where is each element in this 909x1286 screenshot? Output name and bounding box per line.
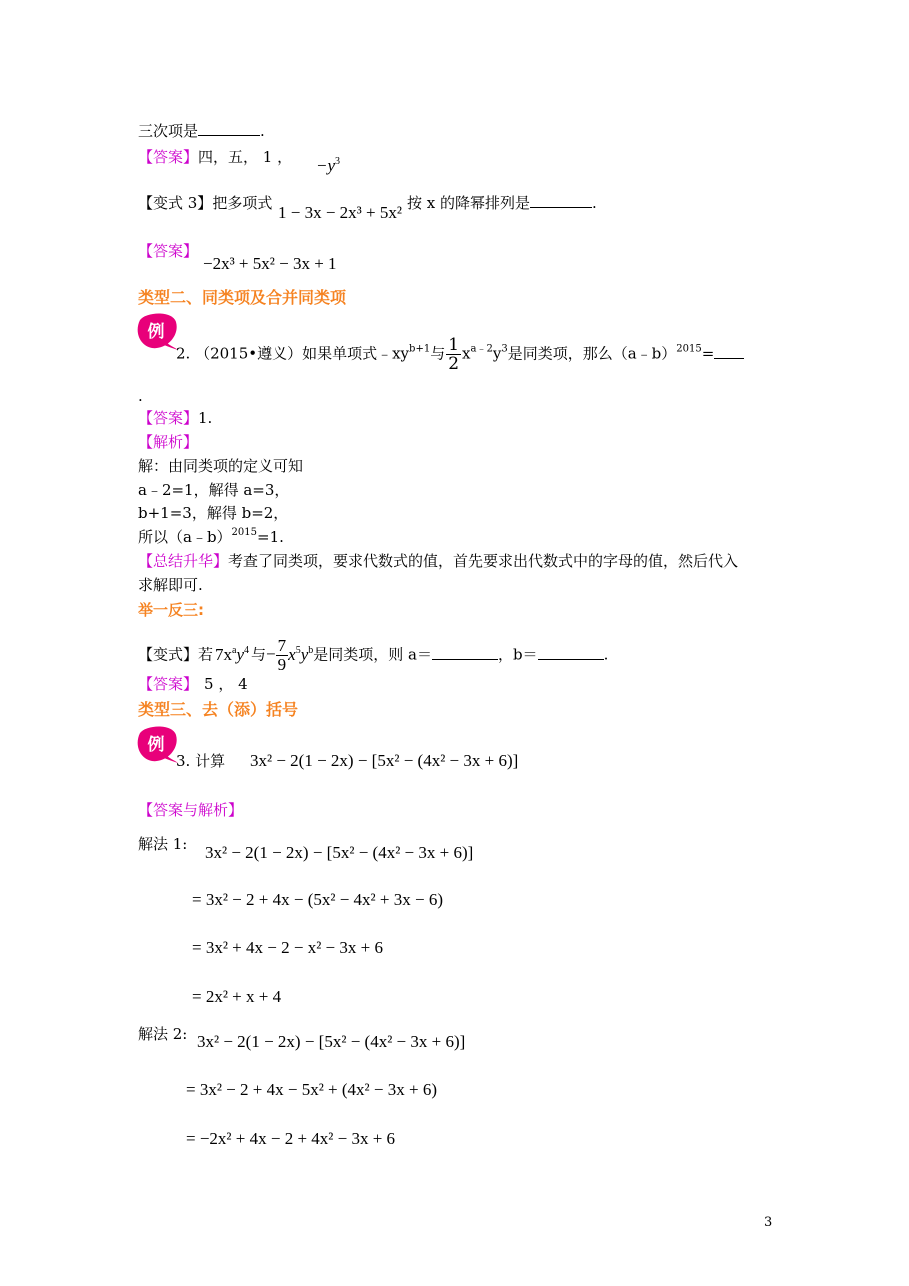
text: 3. 计算 bbox=[176, 752, 226, 770]
text: . bbox=[603, 645, 609, 664]
badge-label: 例 bbox=[147, 322, 165, 342]
math: −y bbox=[316, 156, 336, 175]
text-line bbox=[138, 121, 265, 141]
text: 按 x 的降幂排列是 bbox=[407, 194, 530, 212]
math-step: 3x² − 2(1 − 2x) − [5x² − (4x² − 3x + 6)] bbox=[205, 843, 474, 862]
answer-text: 1. bbox=[198, 409, 213, 427]
text: 若 bbox=[198, 645, 214, 664]
math-expression bbox=[316, 156, 340, 176]
math-step: 3x² − 2(1 − 2x) − [5x² − (4x² − 3x + 6)] bbox=[197, 1032, 466, 1051]
frac-den: 2 bbox=[448, 354, 460, 374]
answer-label: 【答案】 bbox=[138, 242, 199, 260]
example-badge-icon bbox=[136, 725, 178, 763]
text: x bbox=[462, 344, 471, 363]
text: = bbox=[701, 344, 715, 363]
exp: 2015 bbox=[231, 527, 257, 538]
frac-num: 1 bbox=[448, 335, 460, 355]
summary-line: 求解即可. bbox=[138, 576, 203, 594]
summary-label: 【总结升华】 bbox=[138, 552, 229, 570]
math: −2x³ + 5x² − 3x + 1 bbox=[203, 254, 337, 273]
math-step: = 3x² − 2 + 4x − 5x² + (4x² − 3x + 6) bbox=[186, 1080, 437, 1099]
section-heading: 类型二、同类项及合并同类项 bbox=[138, 288, 347, 307]
answer-line bbox=[138, 241, 198, 261]
blank bbox=[538, 645, 604, 660]
text: . bbox=[592, 194, 597, 212]
solution-line: 解：由同类项的定义可知 bbox=[138, 457, 304, 475]
math-exp: b bbox=[308, 644, 314, 656]
math-step: = 3x² + 4x − 2 − x² − 3x + 6 bbox=[192, 938, 383, 957]
math-step: = −2x² + 4x − 2 + 4x² − 3x + 6 bbox=[186, 1129, 396, 1148]
example-line bbox=[176, 751, 225, 771]
solution-line: a﹣2=1，解得 a=3， bbox=[138, 481, 290, 499]
blank bbox=[198, 121, 260, 136]
answer-line bbox=[138, 674, 248, 694]
answer-line bbox=[138, 147, 292, 167]
text: 2. （2015•遵义）如果单项式﹣xy bbox=[176, 344, 410, 363]
variant-line bbox=[138, 193, 272, 213]
method-label: 解法 2: bbox=[138, 1025, 188, 1043]
math: 1 − 3x − 2x³ + 5x² bbox=[278, 203, 402, 222]
math: 7x bbox=[215, 644, 233, 664]
text: 所以（a﹣b） bbox=[138, 528, 232, 546]
math-expression bbox=[278, 203, 402, 223]
fraction bbox=[446, 336, 461, 373]
math-expression bbox=[203, 254, 337, 274]
summary-line bbox=[138, 551, 738, 571]
variant-line bbox=[138, 637, 608, 674]
section-heading: 类型三、去（添）括号 bbox=[138, 700, 299, 719]
frac-den: 9 bbox=[277, 655, 287, 674]
math-exp: 5 bbox=[295, 644, 301, 656]
math-exp: 4 bbox=[244, 644, 250, 656]
text: y bbox=[492, 344, 502, 363]
math-exp: a bbox=[232, 644, 237, 656]
text: 是同类项，则 a＝ bbox=[313, 645, 432, 664]
answer-text: 5 ， 4 bbox=[204, 675, 248, 693]
variant-label: 【变式】 bbox=[138, 645, 199, 664]
blank bbox=[714, 344, 744, 359]
text-line: . bbox=[138, 387, 143, 405]
answer-text: 四，五， 1 ， bbox=[198, 148, 293, 166]
frac-num: 7 bbox=[277, 636, 287, 655]
summary-text: 考查了同类项，要求代数式的值，首先要求出代数式中的字母的值，然后代入 bbox=[228, 552, 739, 570]
analysis-label: 【解析】 bbox=[138, 433, 199, 451]
method-label: 解法 1: bbox=[138, 835, 188, 853]
text: ，b＝ bbox=[497, 645, 538, 664]
math: y bbox=[236, 644, 245, 664]
answer-label: 【答案】 bbox=[138, 148, 199, 166]
solution-line bbox=[138, 527, 284, 547]
exp: b+1 bbox=[409, 343, 431, 355]
text: . bbox=[260, 122, 265, 140]
math-step: = 2x² + x + 4 bbox=[192, 987, 282, 1006]
text: 与 bbox=[430, 344, 446, 363]
example-line bbox=[176, 336, 744, 373]
math-step: = 3x² − 2 + 4x − (5x² − 4x² + 3x − 6) bbox=[192, 890, 443, 909]
blank bbox=[530, 193, 592, 208]
answer-label: 【答案】 bbox=[138, 409, 199, 427]
answer-label: 【答案】 bbox=[138, 675, 199, 693]
text: =1. bbox=[257, 528, 284, 546]
math: y bbox=[300, 644, 309, 664]
math: x bbox=[288, 644, 296, 664]
solution-line: b+1=3，解得 b=2， bbox=[138, 504, 289, 522]
exp: 2015 bbox=[676, 343, 702, 355]
practice-heading: 举一反三: bbox=[138, 601, 204, 619]
answer-analysis-label: 【答案与解析】 bbox=[138, 801, 244, 819]
variant-label: 【变式 3】 bbox=[138, 194, 213, 212]
math-exp: 3 bbox=[335, 156, 341, 167]
text: 是同类项，那么（a﹣b） bbox=[507, 344, 677, 363]
blank bbox=[432, 645, 498, 660]
text: 三次项是 bbox=[138, 122, 199, 140]
text: 把多项式 bbox=[212, 194, 273, 212]
math-expression: 3x² − 2(1 − 2x) − [5x² − (4x² − 3x + 6)] bbox=[250, 751, 519, 770]
text: 与 bbox=[251, 645, 267, 664]
fraction bbox=[276, 637, 289, 674]
answer-line bbox=[138, 408, 212, 428]
math: − bbox=[266, 644, 276, 664]
badge-label: 例 bbox=[147, 735, 165, 755]
text-line bbox=[407, 193, 597, 213]
exp: 3 bbox=[501, 343, 508, 355]
page-number: 3 bbox=[764, 1215, 773, 1230]
exp: a﹣2 bbox=[470, 343, 493, 355]
example-badge-icon bbox=[136, 312, 178, 350]
